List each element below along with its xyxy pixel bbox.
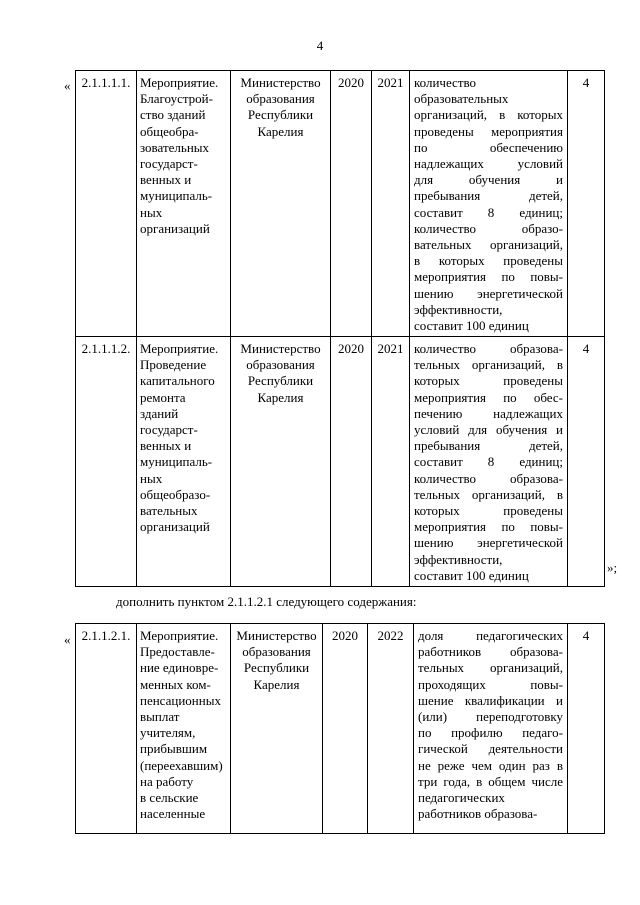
text-line: государст- (140, 422, 198, 438)
text-line: на работу (140, 773, 194, 789)
text-line: составит 100 единиц (414, 318, 529, 334)
table-row (76, 71, 605, 337)
text-line: мероприятия по повы- (414, 519, 563, 535)
text-line: Карелия (253, 676, 300, 692)
amendment-phrase: дополнить пунктом 2.1.1.2.1 следующего содержания: (116, 594, 417, 609)
text-line: Предоставле- (140, 644, 215, 660)
text-line: Мероприятие. (140, 341, 219, 356)
year-end: 2021 (372, 337, 410, 587)
indicator-text (414, 624, 568, 834)
text-line: в которых проведены (414, 253, 563, 269)
text-line: образования (242, 644, 311, 660)
text-line: шение квалификации и (418, 692, 563, 708)
text-line: Карелия (257, 389, 304, 405)
text-line: ремонта (140, 389, 186, 405)
table-row (76, 624, 605, 834)
text-line: составит 8 единиц; (414, 204, 563, 220)
text-line: шению энергетической (414, 285, 563, 301)
text-line: венных и (140, 438, 192, 454)
text-line: печению надлежащих (414, 405, 563, 421)
text-line: зданий (140, 405, 179, 421)
priority-number: 4 (568, 624, 605, 834)
item-number: 2.1.1.1.1. (76, 71, 137, 337)
text-line: образования (246, 91, 315, 107)
text-line: организаций (140, 220, 210, 236)
text-line: пенсационных (140, 692, 221, 708)
page-number: 4 (316, 38, 324, 53)
text-line: образовательных (414, 91, 509, 107)
added-measure-table (75, 623, 605, 834)
text-line: муниципаль- (140, 454, 213, 470)
text-line: мероприятия по повы- (414, 269, 563, 285)
text-line: Министерство (240, 341, 321, 356)
text-line: Мероприятие. (140, 75, 219, 90)
text-line: условий для обучения и (414, 422, 563, 438)
text-line: эффективности, (414, 301, 503, 317)
text-line: гической деятельности (418, 741, 563, 757)
text-line: ных (140, 204, 163, 220)
text-line: выплат (140, 709, 180, 725)
text-line: шению энергетической (414, 535, 563, 551)
responsible-ministry (231, 71, 331, 337)
text-line: пребывания детей, (414, 438, 563, 454)
text-line: учителям, (140, 725, 196, 741)
text-line: пребывания детей, (414, 188, 563, 204)
text-line: которых проведены (414, 503, 563, 519)
year-start: 2020 (331, 337, 372, 587)
text-line: проведены мероприятия (414, 123, 563, 139)
text-line: тельных организаций, в (414, 357, 563, 373)
indicator-text (410, 337, 568, 587)
text-line: не реже чем один раз в (418, 757, 563, 773)
text-line: в сельские (140, 790, 199, 806)
text-line: государст- (140, 156, 198, 172)
open-quote-1: « (64, 78, 71, 93)
text-line: организаций, в которых (414, 107, 563, 123)
text-line: организаций (140, 519, 210, 535)
text-line: тельных организаций, в (414, 486, 563, 502)
item-number: 2.1.1.1.2. (76, 337, 137, 587)
text-line: ных (140, 470, 163, 486)
text-line: проходящих повы- (418, 676, 563, 692)
text-line: три года, в общем числе (418, 773, 563, 789)
text-line: по обеспечению (414, 139, 563, 155)
event-name (137, 337, 231, 587)
text-line: муниципаль- (140, 188, 213, 204)
text-line: Республики (247, 373, 314, 389)
priority-number: 4 (568, 71, 605, 337)
year-end: 2022 (368, 624, 414, 834)
measures-table (75, 70, 605, 587)
text-line: населенные (140, 806, 206, 822)
text-line: зовательных (140, 139, 210, 155)
text-line: Министерство (240, 75, 321, 90)
text-line: количество образова- (414, 470, 563, 486)
text-line: для обучения и (414, 172, 563, 188)
text-line: (переехавшим) (140, 757, 223, 773)
text-line: вательных (140, 503, 198, 519)
text-line: Благоустрой- (140, 91, 213, 107)
event-name (137, 624, 231, 834)
text-line: по профилю педаго- (418, 725, 563, 741)
text-line: общеобра- (140, 123, 199, 139)
event-name (137, 71, 231, 337)
priority-number: 4 (568, 337, 605, 587)
text-line: которых проведены (414, 373, 563, 389)
text-line: педагогических (418, 790, 505, 806)
text-line: менных ком- (140, 676, 211, 692)
text-line: количество образо- (414, 220, 563, 236)
text-line: общеобразо- (140, 486, 211, 502)
indicator-text (410, 71, 568, 337)
text-line: прибывшим (140, 741, 208, 757)
item-number: 2.1.1.2.1. (76, 624, 137, 834)
text-line: Республики (243, 660, 310, 676)
text-line: количество образова- (414, 341, 563, 356)
open-quote-2: « (64, 632, 71, 647)
text-line: образования (246, 357, 315, 373)
year-start: 2020 (323, 624, 368, 834)
responsible-ministry (231, 624, 323, 834)
year-start: 2020 (331, 71, 372, 337)
text-line: Карелия (257, 123, 304, 139)
text-line: эффективности, (414, 551, 503, 567)
text-line: тельных организаций, (418, 660, 563, 676)
text-line: вательных организаций, (414, 237, 563, 253)
text-line: мероприятия по обес- (414, 389, 563, 405)
text-line: капитального (140, 373, 215, 389)
table-row (76, 337, 605, 587)
text-line: Министерство (236, 628, 317, 643)
text-line: Проведение (140, 357, 207, 373)
text-line: надлежащих условий (414, 156, 563, 172)
text-line: ние единовре- (140, 660, 219, 676)
text-line: работников образова- (418, 806, 538, 822)
text-line: (или) переподготовку (418, 709, 563, 725)
year-end: 2021 (372, 71, 410, 337)
text-line: составит 100 единиц (414, 567, 529, 583)
text-line: составит 8 единиц; (414, 454, 563, 470)
text-line: ство зданий (140, 107, 206, 123)
responsible-ministry (231, 337, 331, 587)
text-line: доля педагогических (418, 628, 563, 643)
text-line: Мероприятие. (140, 628, 219, 643)
text-line: работников образова- (418, 644, 563, 660)
text-line: Республики (247, 107, 314, 123)
close-quote: »; (607, 560, 618, 575)
text-line: венных и (140, 172, 192, 188)
text-line: количество (414, 75, 477, 90)
